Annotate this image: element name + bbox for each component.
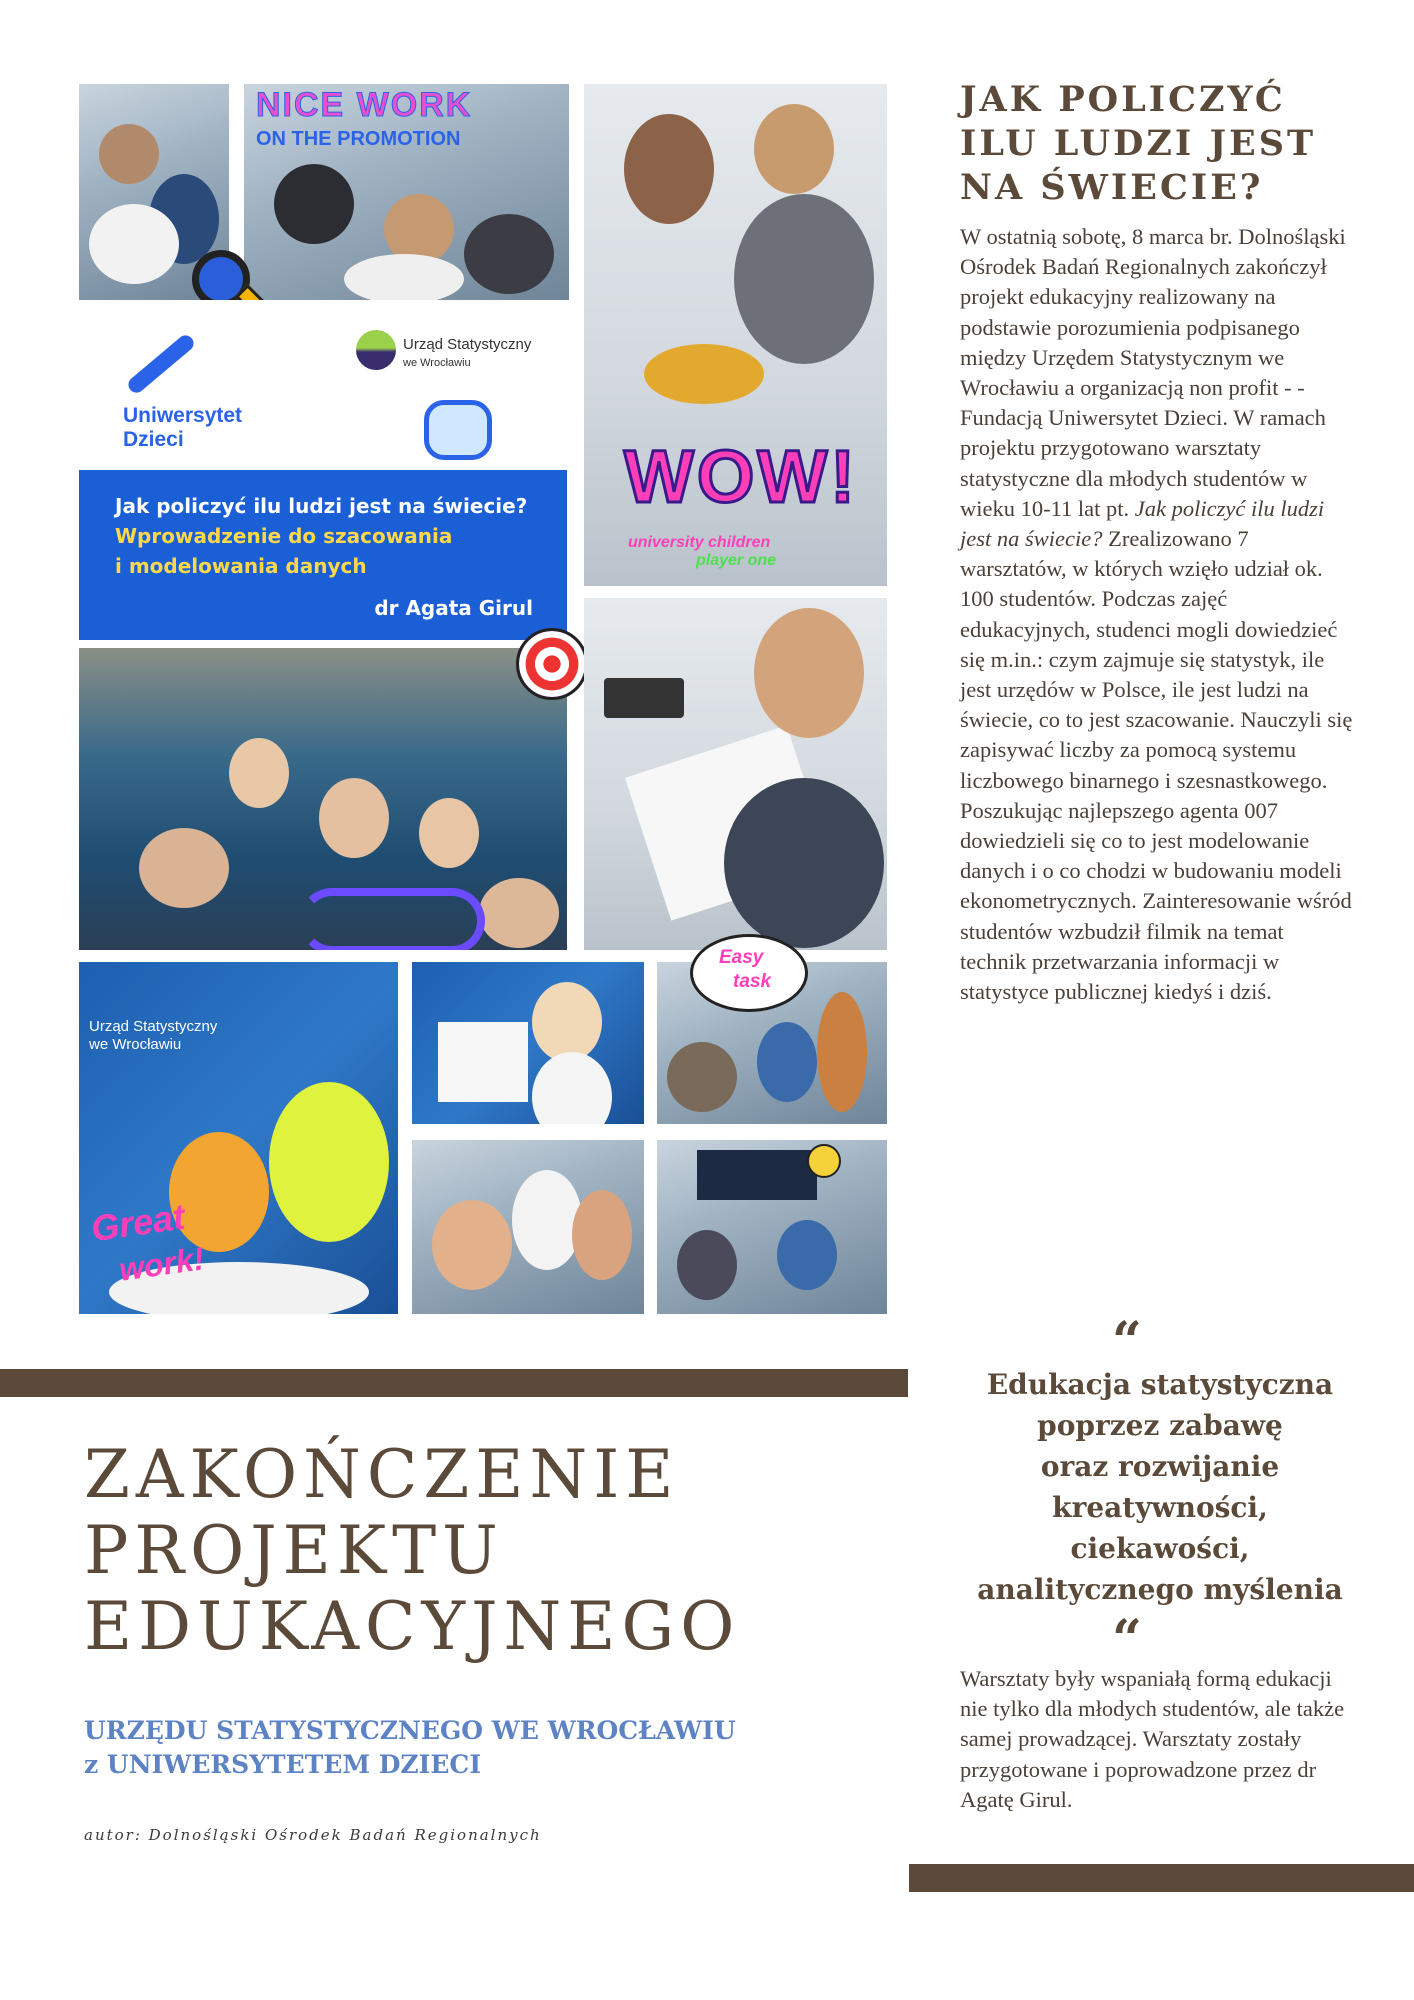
article-italic-title: Jak policzyć ilu ludzi jest na świecie?: [960, 495, 1325, 552]
uniwersytet-logo-line2: Dzieci: [123, 428, 184, 451]
pull-quote: [930, 1364, 1390, 1610]
article-title-line3: NA ŚWIECIE?: [960, 167, 1264, 208]
sticker-nice-work: NICE WORK: [256, 86, 473, 124]
calculator-icon: [604, 678, 684, 718]
photo-certificate: [412, 962, 644, 1124]
logos-panel: [79, 300, 567, 470]
main-title-line3: EDUKACYJNEGO: [84, 1588, 741, 1665]
urzad-logo-line1: Urząd Statystyczny: [403, 336, 532, 353]
easy-task-bubble: [690, 934, 808, 1012]
quote-line6: analitycznego myślenia: [977, 1573, 1343, 1606]
urzad-logo-line2: we Wrocławiu: [403, 357, 471, 369]
sticker-task: task: [733, 971, 772, 992]
sticker-wow: WOW!: [624, 435, 858, 518]
banner-line1: Wprowadzenie do szacowania: [115, 524, 453, 548]
banner-question: Jak policzyć ilu ludzi jest na świecie?: [115, 494, 528, 518]
quote-line1: Edukacja statystyczna: [986, 1368, 1334, 1401]
quote-line5: ciekawości,: [1070, 1532, 1250, 1565]
lightbulb-icon: [807, 1144, 841, 1178]
main-title-line1: ZAKOŃCZENIE: [84, 1436, 680, 1513]
photo-kids-table: [244, 84, 569, 300]
divider-bar-left: [0, 1369, 908, 1397]
article-lead: W ostatnią sobotę, 8 marca br. Dolnośląski Ośrodek Badań Regionalnych zakończył projekt edukacyjny realizowany na podstawie porozumienia podpisanego między Urzędem Statystycznym we Wrocławiu a organizacją non profit - - Fundacją Uniwersytet Dzieci. W ramach projektu przygotowano warsztaty statystyczne dla młodych studentów w wieku 10-11 lat pt.: [960, 224, 1346, 521]
sticker-great: Great: [88, 1195, 188, 1250]
divider-bar-right: [909, 1864, 1414, 1892]
backdrop-text1: Urząd Statystyczny: [89, 1018, 218, 1035]
backdrop-text2: we Wrocławiu: [89, 1036, 182, 1053]
subtitle-line1: URZĘDU STATYSTYCZNEGO WE WROCŁAWIU: [84, 1716, 736, 1745]
robot-icon: [424, 400, 492, 460]
quote-line3: oraz rozwijanie: [1040, 1450, 1280, 1483]
quote-mark-bottom: “: [1112, 1609, 1142, 1670]
sticker-wow-sub2: player one: [696, 552, 777, 569]
photo-girl-boy-beans: [584, 84, 887, 586]
closing-paragraph: Warsztaty były wspaniałą formą edukacji nie tylko dla młodych studentów, ale także samej prowadzącej. Warsztaty zostały przygotowane i poprowadzone przez dr Agatę Girul.: [960, 1666, 1345, 1812]
target-icon: [516, 628, 588, 700]
urzad-logo-icon: [356, 330, 396, 370]
photo-classroom-2: [412, 1140, 644, 1314]
rocket-icon: [125, 332, 197, 396]
photo-classroom-3: [657, 1140, 887, 1314]
sticker-wow-sub1: university children: [628, 534, 771, 551]
arrow-icon: [299, 888, 485, 950]
banner-line2: i modelowania danych: [115, 554, 367, 578]
sticker-easy: Easy: [719, 947, 764, 968]
main-title: [84, 1437, 740, 1665]
subtitle-line2: z UNIWERSYTETEM DZIECI: [84, 1750, 482, 1779]
main-title-line2: PROJEKTU: [84, 1512, 504, 1589]
quote-line4: kreatywności,: [1052, 1491, 1268, 1524]
photo-lecture-hall: [79, 648, 567, 950]
article-title-line1: JAK POLICZYĆ: [960, 79, 1286, 120]
article-body: [960, 222, 1355, 1007]
banner-author: dr Agata Girul: [374, 596, 533, 620]
sticker-work: work!: [116, 1240, 207, 1288]
article-title-line2: ILU LUDZI JEST: [960, 123, 1317, 164]
workshop-banner: [79, 470, 567, 640]
photo-boy-writing: [584, 598, 887, 950]
sticker-on-promotion: ON THE PROMOTION: [256, 128, 461, 150]
author-credit: autor: Dolnośląski Ośrodek Badań Regionalnych: [84, 1826, 542, 1844]
article-rest: Zrealizowano 7 warsztatów, w których wzięło udział ok. 100 studentów. Podczas zajęć edukacyjnych, studenci mogli dowiedzieć się m.in.: czym zajmuje się statystyk, ile jest urzędów w Polsce, ile jest ludzi na świecie, co to jest szacowanie. Nauczyli się zapisywać liczby za pomocą systemu liczbowego binarnego i szesnastkowego. Poszukując najlepszego agenta 007 dowiedzieli się co to jest modelowanie danych i o co chodzi w budowaniu modeli ekonometrycznych. Zainteresowanie wśród studentów wzbudził filmik na temat technik przetwarzania informacji w statystyce publicznej kiedyś i dziś.: [960, 526, 1353, 1005]
quote-line2: poprzez zabawę: [1037, 1409, 1283, 1442]
article-title: [960, 78, 1316, 210]
subtitle: [84, 1714, 736, 1782]
photo-boys-backdrop: [79, 962, 398, 1314]
uniwersytet-logo-line1: Uniwersytet: [123, 404, 243, 427]
quote-mark-top: “: [1112, 1311, 1142, 1372]
